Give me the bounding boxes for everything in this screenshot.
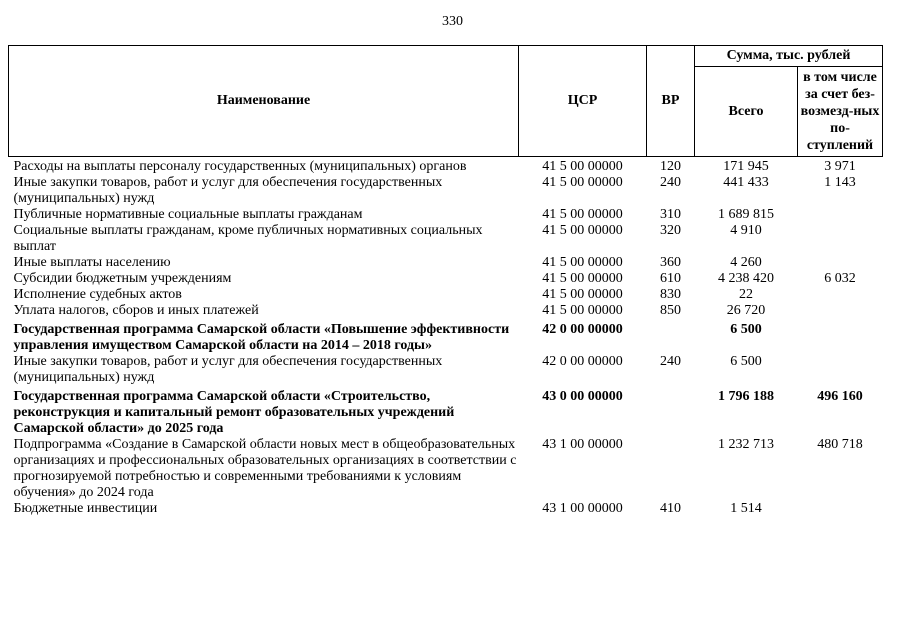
row-vr: 240 [660,175,681,190]
row-vr: 410 [660,501,681,516]
table-row [9,287,883,303]
row-vr: 830 [660,287,681,302]
row-including [798,207,883,223]
row-csr: 41 5 00 00000 [542,255,623,270]
row-total: 1 796 188 [718,389,774,404]
row-name: Иные выплаты населению [13,255,171,270]
row-vr [647,319,695,354]
table-row [9,175,883,207]
row-total: 4 238 420 [718,271,774,286]
row-name: Субсидии бюджетным учреждениям [13,271,232,286]
row-total: 4 910 [730,223,762,238]
header-vr: ВР [647,46,695,157]
row-name: Социальные выплаты гражданам, кроме публичных нормативных социальных выплат [13,223,483,254]
row-csr: 43 1 00 00000 [542,501,623,516]
header-sum: Сумма, тыс. рублей [695,46,883,67]
table-row [9,501,883,517]
row-name: Государственная программа Самарской области «Строительство, реконструкция и капитальный ремонт образовательных учреждений Самарской области» до 2025 года [13,389,455,436]
row-total: 441 433 [723,175,769,190]
row-vr: 310 [660,207,681,222]
row-csr: 42 0 00 00000 [542,354,623,369]
row-name: Расходы на выплаты персоналу государственных (муниципальных) органов [13,159,467,174]
row-including [798,354,883,386]
table-row [9,271,883,287]
row-name: Уплата налогов, сборов и иных платежей [13,303,259,318]
row-vr: 320 [660,223,681,238]
row-vr: 360 [660,255,681,270]
table-body [9,157,883,518]
table-row [9,437,883,501]
header-total: Всего [695,67,798,157]
row-including: 3 971 [824,159,856,174]
page-number: 330 [442,14,463,29]
row-vr: 240 [660,354,681,369]
row-total: 1 232 713 [718,437,774,452]
table-row [9,207,883,223]
table-row [9,255,883,271]
header-name: Наименование [9,46,519,157]
table-row [9,386,883,437]
row-name: Подпрограмма «Создание в Самарской области новых мест в общеобразовательных организациях и профессиональных образовательных организациях в соответствии с прогнозируемой потребностью и современными требованиями к условиям обучения» до 2024 года [13,437,517,500]
row-total: 22 [739,287,753,302]
row-name: Бюджетные инвестиции [13,501,158,516]
row-total: 4 260 [730,255,762,270]
row-vr: 120 [660,159,681,174]
table-row [9,303,883,319]
row-csr: 43 1 00 00000 [542,437,623,452]
row-total: 6 500 [730,322,762,337]
row-including: 480 718 [817,437,863,452]
row-including [798,287,883,303]
row-total: 171 945 [723,159,769,174]
budget-table [8,45,883,517]
row-csr: 41 5 00 00000 [542,207,623,222]
row-total: 26 720 [726,303,766,318]
row-name: Государственная программа Самарской области «Повышение эффективности управления имуществом Самарской области на 2014 – 2018 годы» [13,322,510,353]
row-vr: 850 [660,303,681,318]
table-row [9,354,883,386]
row-csr: 43 0 00 00000 [542,389,623,404]
row-csr: 41 5 00 00000 [542,271,623,286]
row-including [798,223,883,255]
row-name: Иные закупки товаров, работ и услуг для обеспечения государственных (муниципальных) нужд [13,354,443,385]
row-csr: 41 5 00 00000 [542,175,623,190]
row-csr: 42 0 00 00000 [542,322,623,337]
row-including [798,303,883,319]
row-including: 1 143 [824,175,856,190]
row-including [798,255,883,271]
header-csr: ЦСР [519,46,647,157]
row-including: 6 032 [824,271,856,286]
row-including [798,501,883,517]
row-csr: 41 5 00 00000 [542,287,623,302]
row-csr: 41 5 00 00000 [542,223,623,238]
row-vr: 610 [660,271,681,286]
row-vr [647,437,695,501]
header-including: в том числе за счет без-возмезд-ных по-ступлений [798,67,883,157]
table-row [9,223,883,255]
row-including: 496 160 [817,389,863,404]
table-row [9,319,883,354]
row-name: Публичные нормативные социальные выплаты гражданам [13,207,363,222]
row-csr: 41 5 00 00000 [542,159,623,174]
row-name: Иные закупки товаров, работ и услуг для обеспечения государственных (муниципальных) нужд [13,175,443,206]
table-row [9,157,883,176]
row-total: 1 689 815 [718,207,774,222]
row-total: 1 514 [730,501,762,516]
row-including [798,319,883,354]
row-vr [647,386,695,437]
row-total: 6 500 [730,354,762,369]
row-name: Исполнение судебных актов [13,287,182,302]
row-csr: 41 5 00 00000 [542,303,623,318]
